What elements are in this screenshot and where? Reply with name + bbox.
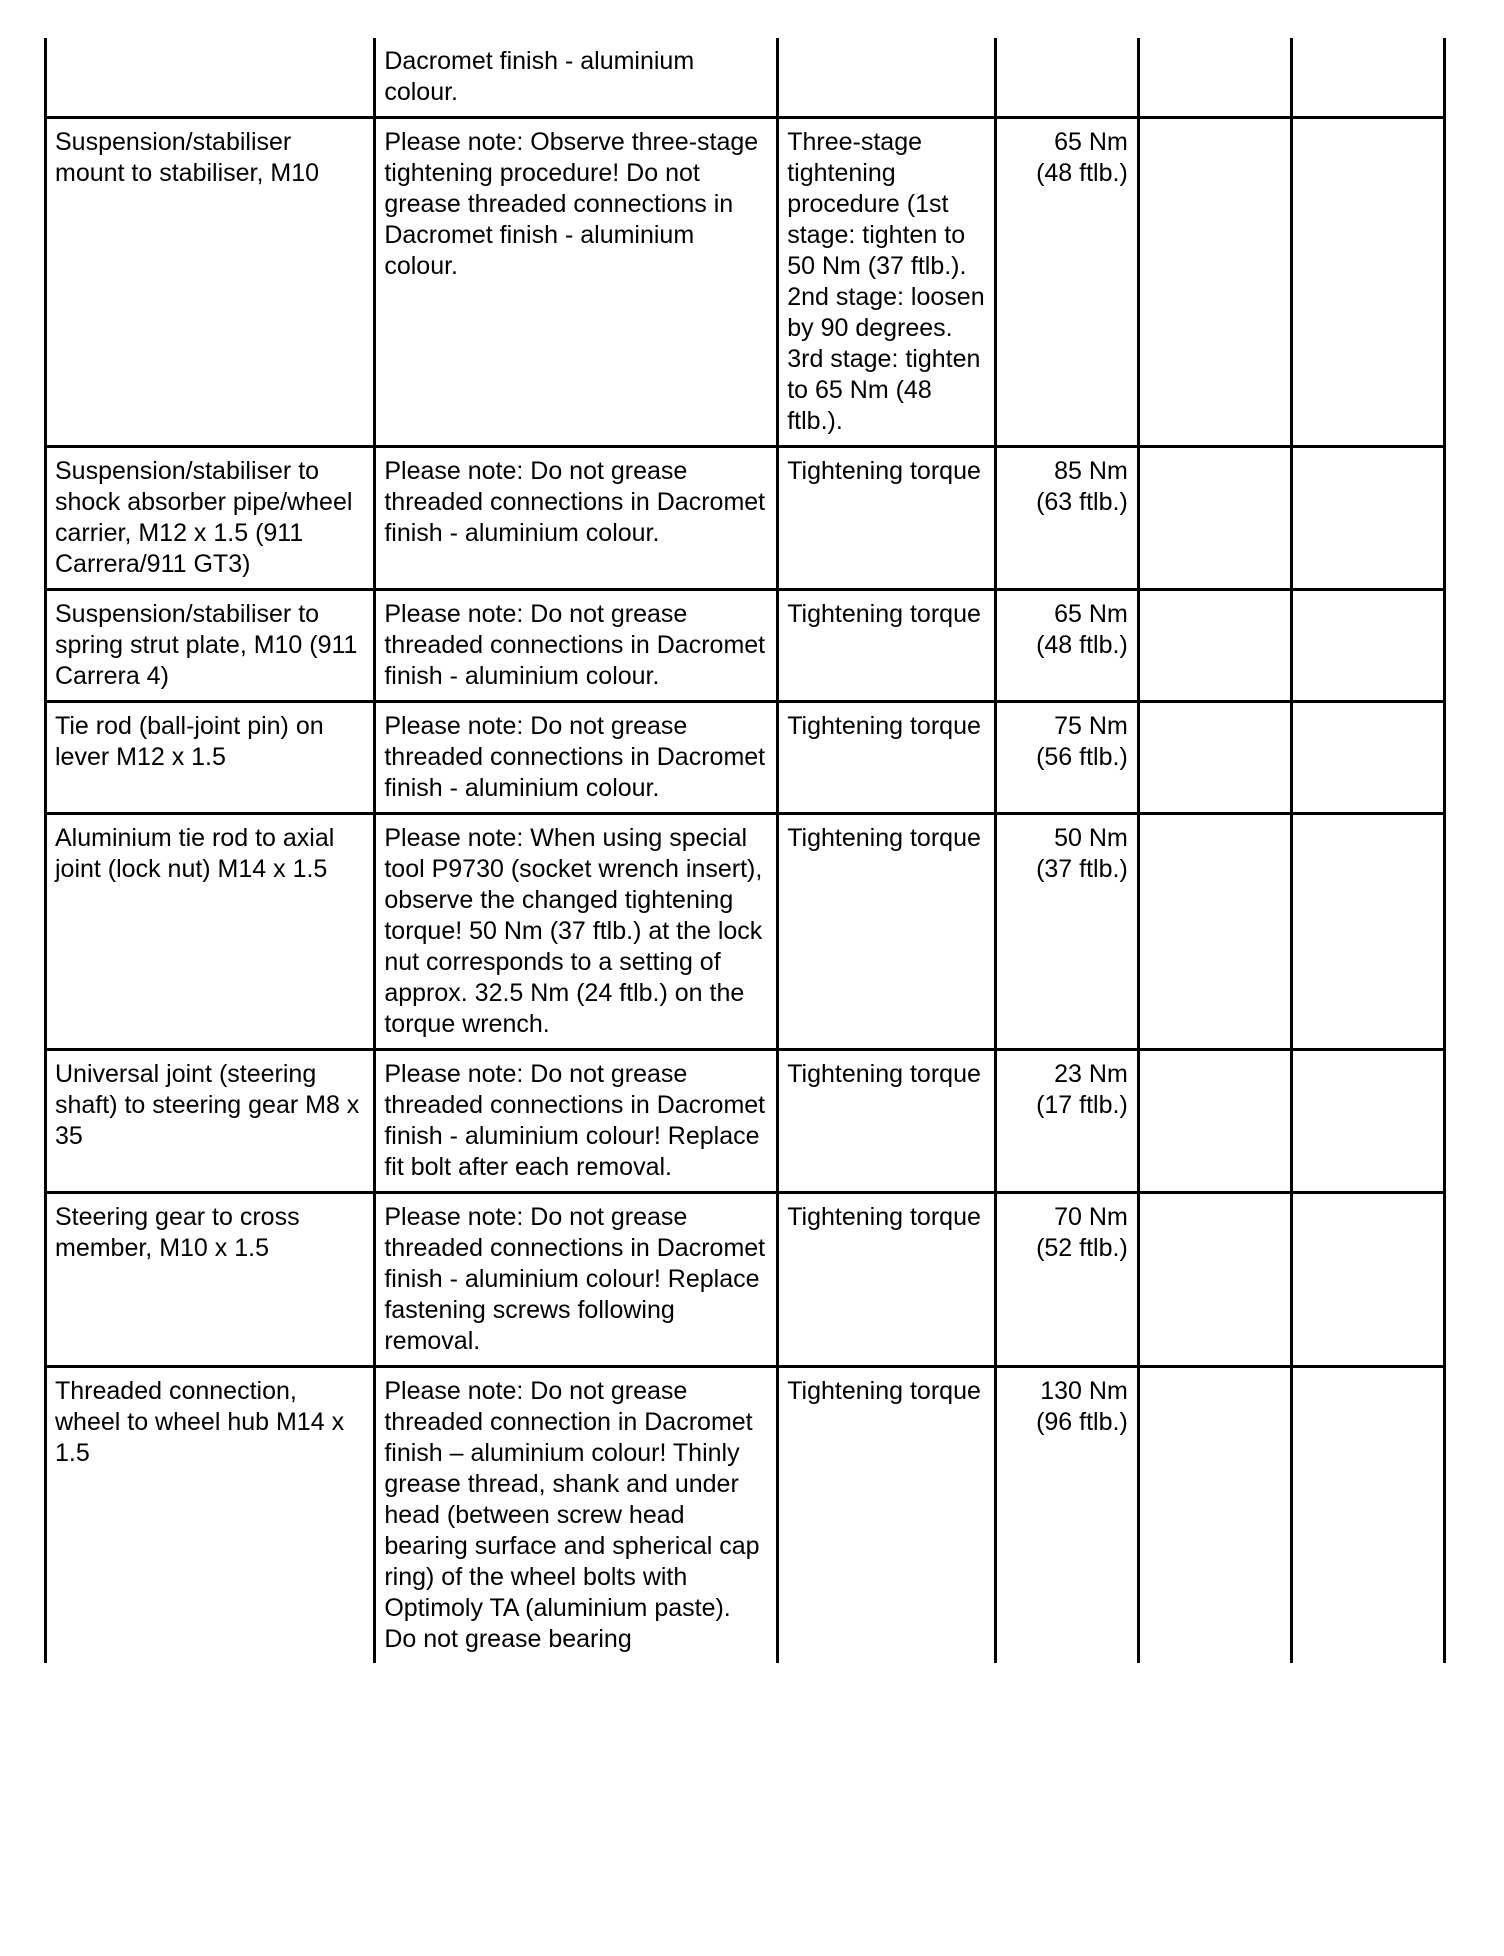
component-text: Suspension/stabiliser mount to stabiliser, M10	[55, 128, 320, 187]
empty-cell	[1138, 1367, 1291, 1664]
note-text: Please note: When using special tool P9730 (socket wrench insert), observe the changed tightening torque! 50 Nm (37 ftlb.) at the lock nut corresponds to a setting of approx. 32.5 Nm (24 ftlb.) on the torque wrench.	[384, 824, 763, 1038]
component-cell	[46, 702, 375, 814]
note-text: Please note: Do not grease threaded connections in Dacromet finish - aluminium colour! Replace fastening screws following removal.	[384, 1203, 766, 1355]
table-row	[46, 814, 1445, 1050]
procedure-text: Tightening torque	[787, 1377, 981, 1405]
table-row	[46, 1050, 1445, 1193]
procedure-text: Tightening torque	[787, 824, 981, 852]
note-cell	[375, 814, 778, 1050]
empty-cell	[1291, 38, 1444, 118]
note-text: Please note: Observe three-stage tightening procedure! Do not grease threaded connections in Dacromet finish - aluminium colour.	[384, 128, 759, 280]
table-row	[46, 447, 1445, 590]
component-cell	[46, 118, 375, 447]
procedure-text: Three-stage tightening procedure (1st stage: tighten to 50 Nm (37 ftlb.). 2nd stage: loosen by 90 degrees. 3rd stage: tighten to 65 Nm (48 ftlb.).	[787, 128, 985, 435]
component-text: Aluminium tie rod to axial joint (lock nut) M14 x 1.5	[55, 824, 335, 883]
torque-ftlb-text: (48 ftlb.)	[1036, 631, 1128, 659]
torque-nm-text: 130 Nm	[1040, 1377, 1128, 1405]
table-row	[46, 1193, 1445, 1367]
empty-cell	[1291, 118, 1444, 447]
note-cell	[375, 1367, 778, 1664]
procedure-text: Tightening torque	[787, 1203, 981, 1231]
empty-cell	[1291, 1050, 1444, 1193]
note-text: Please note: Do not grease threaded connections in Dacromet finish - aluminium colour.	[384, 457, 766, 547]
procedure-cell	[778, 814, 996, 1050]
procedure-cell	[778, 702, 996, 814]
procedure-text: Tightening torque	[787, 600, 981, 628]
empty-cell	[1138, 1050, 1291, 1193]
torque-cell	[995, 447, 1138, 590]
torque-nm-text: 85 Nm	[1054, 457, 1128, 485]
torque-ftlb-text: (96 ftlb.)	[1036, 1408, 1128, 1436]
empty-cell	[1138, 814, 1291, 1050]
torque-nm-text: 70 Nm	[1054, 1203, 1128, 1231]
procedure-cell	[778, 38, 996, 118]
component-text: Suspension/stabiliser to spring strut plate, M10 (911 Carrera 4)	[55, 600, 358, 690]
component-text: Tie rod (ball-joint pin) on lever M12 x 1.5	[55, 712, 324, 771]
note-cell	[375, 38, 778, 118]
table-row	[46, 38, 1445, 118]
torque-specification-table	[44, 38, 1446, 1663]
procedure-text: Tightening torque	[787, 1060, 981, 1088]
torque-ftlb-text: (52 ftlb.)	[1036, 1234, 1128, 1262]
table-row	[46, 590, 1445, 702]
component-cell	[46, 1050, 375, 1193]
component-cell	[46, 814, 375, 1050]
torque-ftlb-text: (56 ftlb.)	[1036, 743, 1128, 771]
torque-ftlb-text: (17 ftlb.)	[1036, 1091, 1128, 1119]
note-text: Please note: Do not grease threaded connections in Dacromet finish - aluminium colour.	[384, 712, 766, 802]
empty-cell	[1291, 702, 1444, 814]
torque-ftlb-text: (37 ftlb.)	[1036, 855, 1128, 883]
note-cell	[375, 118, 778, 447]
torque-nm-text: 65 Nm	[1054, 128, 1128, 156]
empty-cell	[1138, 447, 1291, 590]
torque-cell	[995, 38, 1138, 118]
procedure-cell	[778, 447, 996, 590]
procedure-cell	[778, 1193, 996, 1367]
procedure-text: Tightening torque	[787, 457, 981, 485]
note-cell	[375, 590, 778, 702]
torque-cell	[995, 702, 1138, 814]
note-text: Please note: Do not grease threaded connections in Dacromet finish - aluminium colour.	[384, 600, 766, 690]
component-cell	[46, 590, 375, 702]
component-cell	[46, 38, 375, 118]
component-text: Threaded connection, wheel to wheel hub M14 x 1.5	[55, 1377, 345, 1467]
empty-cell	[1138, 1193, 1291, 1367]
note-cell	[375, 447, 778, 590]
component-cell	[46, 1367, 375, 1664]
note-text: Dacromet finish - aluminium colour.	[384, 47, 695, 106]
note-cell	[375, 702, 778, 814]
note-cell	[375, 1193, 778, 1367]
torque-cell	[995, 118, 1138, 447]
component-text: Suspension/stabiliser to shock absorber pipe/wheel carrier, M12 x 1.5 (911 Carrera/911 GT3)	[55, 457, 353, 578]
torque-cell	[995, 1050, 1138, 1193]
empty-cell	[1291, 1193, 1444, 1367]
empty-cell	[1291, 1367, 1444, 1664]
empty-cell	[1291, 814, 1444, 1050]
empty-cell	[1138, 702, 1291, 814]
torque-nm-text: 50 Nm	[1054, 824, 1128, 852]
empty-cell	[1291, 447, 1444, 590]
procedure-text: Tightening torque	[787, 712, 981, 740]
note-cell	[375, 1050, 778, 1193]
torque-cell	[995, 1193, 1138, 1367]
torque-cell	[995, 814, 1138, 1050]
torque-cell	[995, 590, 1138, 702]
table-row	[46, 702, 1445, 814]
torque-ftlb-text: (48 ftlb.)	[1036, 159, 1128, 187]
torque-nm-text: 75 Nm	[1054, 712, 1128, 740]
empty-cell	[1291, 590, 1444, 702]
component-text: Steering gear to cross member, M10 x 1.5	[55, 1203, 300, 1262]
empty-cell	[1138, 38, 1291, 118]
procedure-cell	[778, 590, 996, 702]
table-body	[46, 38, 1445, 1663]
procedure-cell	[778, 118, 996, 447]
table-row	[46, 118, 1445, 447]
torque-ftlb-text: (63 ftlb.)	[1036, 488, 1128, 516]
table-row	[46, 1367, 1445, 1664]
note-text: Please note: Do not grease threaded connection in Dacromet finish – aluminium colour! Thinly grease thread, shank and under head (between screw head bearing surface and spherical cap ring) of the wheel bolts with Optimoly TA (aluminium paste). Do not grease bearing	[384, 1377, 760, 1653]
note-text: Please note: Do not grease threaded connections in Dacromet finish - aluminium colour! Replace fit bolt after each removal.	[384, 1060, 766, 1181]
procedure-cell	[778, 1367, 996, 1664]
torque-nm-text: 23 Nm	[1054, 1060, 1128, 1088]
component-cell	[46, 1193, 375, 1367]
torque-nm-text: 65 Nm	[1054, 600, 1128, 628]
torque-cell	[995, 1367, 1138, 1664]
empty-cell	[1138, 118, 1291, 447]
empty-cell	[1138, 590, 1291, 702]
component-cell	[46, 447, 375, 590]
component-text: Universal joint (steering shaft) to steering gear M8 x 35	[55, 1060, 360, 1150]
procedure-cell	[778, 1050, 996, 1193]
